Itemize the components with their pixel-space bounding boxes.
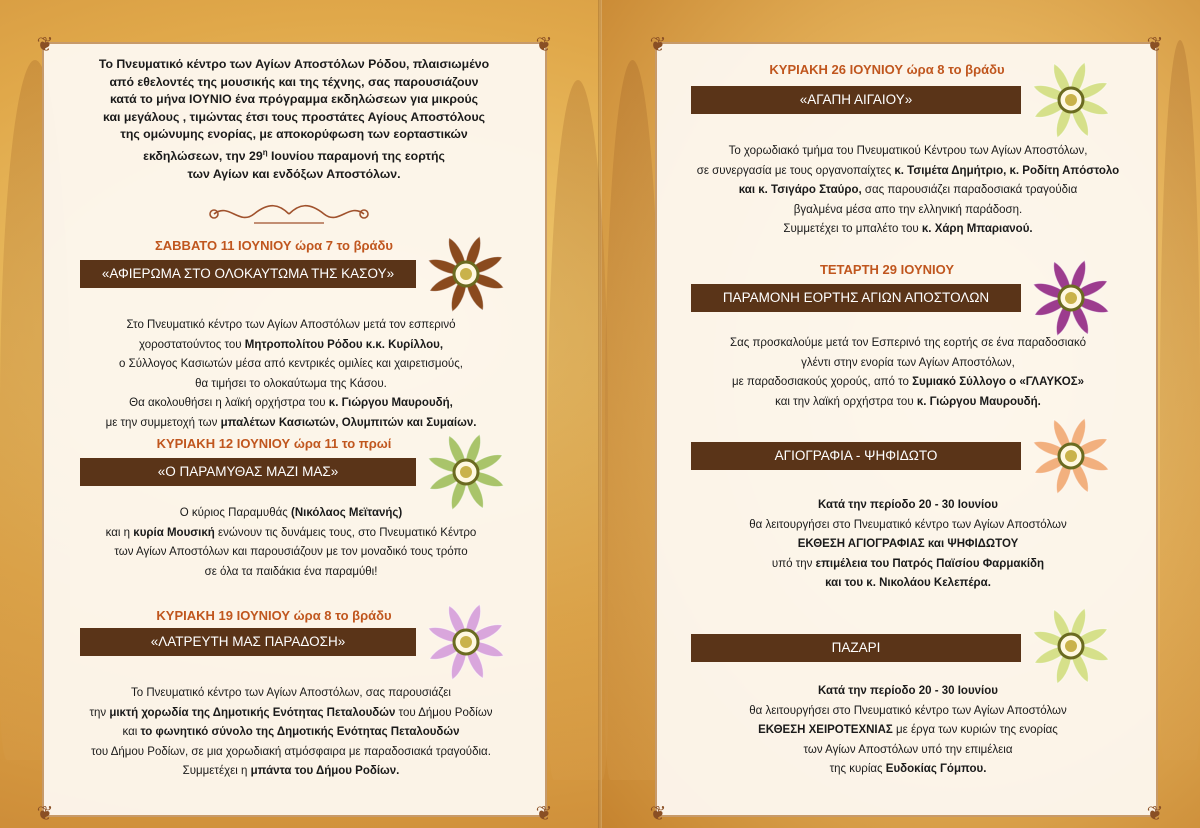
intro-line: της ομώνυμης ενορίας, με αποκορύφωση των εορταστικών <box>120 127 468 142</box>
event-title-bar: «ΛΑΤΡΕΥΤΗ ΜΑΣ ΠΑΡΑΔΟΣΗ» <box>80 628 416 656</box>
event-description: Το Πνευματικό κέντρο των Αγίων Αποστόλων, σας παρουσιάζει την μικτή χορωδία της Δημοτικής Ενότητας Πεταλουδών του Δήμου Ροδίων και το φωνητικό σύνολο της Δημοτικής Ενότητας Πεταλουδών του Δήμου Ροδίων, σε μια χορωδιακή ατμόσφαιρα με παραδοσιακά τραγούδια. Συμμετέχει η μπάντα του Δήμου Ροδίων. <box>89 687 493 777</box>
corner-ornament-icon: ❦ <box>1146 34 1164 56</box>
flower-icon <box>1027 254 1115 342</box>
event-date: ΚΥΡΙΑΚΗ 12 ΙΟΥΝΙΟΥ ώρα 11 το πρωί <box>156 436 392 451</box>
event-date: ΣΑΒΒΑΤΟ 11 ΙΟΥΝΙΟΥ ώρα 7 το βράδυ <box>154 238 393 253</box>
corner-ornament-icon: ❦ <box>535 803 553 825</box>
intro-line: κατά το μήνα ΙΟΥΝΙΟ ένα πρόγραμμα εκδηλώσεων για μικρούς <box>109 92 479 107</box>
event-description: Κατά την περίοδο 20 - 30 Ιουνίου θα λειτουργήσει στο Πνευματικό κέντρο των Αγίων Αποστόλων ΕΚΘΕΣΗ ΑΓΙΟΓΡΑΦΙΑΣ και ΨΗΦΙΔΩΤΟΥ υπό την επιμέλεια του Πατρός Παϊσίου Φαρμακίδη και του κ. Νικολάου Κελεπέρα. <box>749 499 1067 589</box>
event-description: Ο κύριος Παραμυθάς (Νικόλαος Μεϊτανής) και η κυρία Μουσική ενώνουν τις δυνάμεις τους, στο Πνευματικό Κέντρο των Αγίων Αποστόλων και παρουσιάζουν με τον μοναδικό τους τρόπο σε όλα τα παιδάκια ένα παραμύθι! <box>105 507 477 578</box>
corner-ornament-icon: ❦ <box>649 803 667 825</box>
event-date: ΤΕΤΑΡΤΗ 29 ΙΟΥΝΙΟΥ <box>819 262 955 277</box>
intro-line: και μεγάλους , τιμώντας έτσι τους προστάτες Αγίους Αποστόλους <box>103 109 485 124</box>
event-title-bar: ΠΑΖΑΡΙ <box>691 634 1021 662</box>
flower-icon <box>422 428 510 516</box>
event-date: ΚΥΡΙΑΚΗ 26 ΙΟΥΝΙΟΥ ώρα 8 το βράδυ <box>769 62 1005 77</box>
right-panel <box>649 34 1164 825</box>
flower-icon <box>422 230 510 318</box>
flower-icon <box>1027 412 1115 500</box>
event-date: ΚΥΡΙΑΚΗ 19 ΙΟΥΝΙΟΥ ώρα 8 το βράδυ <box>156 608 392 623</box>
flower-icon <box>1027 56 1115 144</box>
corner-ornament-icon: ❦ <box>1146 803 1164 825</box>
corner-ornament-icon: ❦ <box>649 34 667 56</box>
divider-ornament-icon <box>194 202 384 226</box>
intro-line: εκδηλώσεων, την $29^\eta$ Ιουνίου παραμονή της εορτής <box>143 147 445 164</box>
intro-text <box>54 56 534 183</box>
event-title-bar: «ΑΦΙΕΡΩΜΑ ΣΤΟ ΟΛΟΚΑΥΤΩΜΑ ΤΗΣ ΚΑΣΟΥ» <box>80 260 416 288</box>
event-description: Το χορωδιακό τμήμα του Πνευματικού Κέντρου των Αγίων Αποστόλων, σε συνεργασία με τους οργανοπαίχτες κ. Τσιμέτα Δημήτριο, κ. Ροδίτη Απόστολο και κ. Τσιγάρο Σταύρο, σας παρουσιάζει παραδοσιακά τραγούδια βγαλμένα μέσα απο την ελληνική παράδοση. Συμμετέχει το μπαλέτο του κ. Χάρη Μπαριανού. <box>696 145 1120 235</box>
event-title-bar: ΑΓΙΟΓΡΑΦΙΑ - ΨΗΦΙΔΩΤΟ <box>691 442 1021 470</box>
event-description: Στο Πνευματικό κέντρο των Αγίων Αποστόλων μετά τον εσπερινό χοροστατούντος του Μητροπολίτου Ρόδου κ.κ. Κυρίλλου, ο Σύλλογος Κασιωτών μέσα από κεντρικές ομιλίες και χαιρετισμούς, θα τιμήσει το ολοκαύτωμα της Κάσου. Θα ακολουθήσει η λαϊκή ορχήστρα του κ. Γιώργου Μαυρουδή, με την συμμετοχή των μπαλέτων Κασιωτών, Ολυμπιτών και Συμαίων. <box>105 319 477 429</box>
corner-ornament-icon: ❦ <box>535 34 553 56</box>
intro-line: Το Πνευματικό κέντρο των Αγίων Αποστόλων Ρόδου, πλαισιωμένο <box>98 57 490 71</box>
event-title-bar: ΠΑΡΑΜΟΝΗ ΕΟΡΤΗΣ ΑΓΙΩΝ ΑΠΟΣΤΟΛΩΝ <box>691 284 1021 312</box>
intro-line: από εθελοντές της μουσικής και της τέχνης, σας παρουσιάζουν <box>109 74 479 89</box>
corner-ornament-icon: ❦ <box>36 34 54 56</box>
corner-ornament-icon: ❦ <box>36 803 54 825</box>
event-title-bar: «ΑΓΑΠΗ ΑΙΓΑΙΟΥ» <box>691 86 1021 114</box>
background-figure <box>1160 40 1200 760</box>
intro-line: των Αγίων και ενδόξων Αποστόλων. <box>187 166 401 181</box>
event-title-bar: «Ο ΠΑΡΑΜΥΘΑΣ ΜΑΖΙ ΜΑΣ» <box>80 458 416 486</box>
flower-icon <box>1027 602 1115 690</box>
event-description: Κατά την περίοδο 20 - 30 Ιουνίου θα λειτουργήσει στο Πνευματικό κέντρο των Αγίων Αποστόλων ΕΚΘΕΣΗ ΧΕΙΡΟΤΕΧΝΙΑΣ με έργα των κυριών της ενορίας των Αγίων Αποστόλων υπό την επιμέλεια της κυρίας Ευδοκίας Γόμπου. <box>749 685 1067 775</box>
flower-icon <box>422 598 510 686</box>
event-description: Σας προσκαλούμε μετά τον Εσπερινό της εορτής σε ένα παραδοσιακό γλέντι στην ενορία των Αγίων Αποστόλων, με παραδοσιακούς χορούς, από το Συμιακό Σύλλογο ο «ΓΛΑΥΚΟΣ» και την λαϊκή ορχήστρα του κ. Γιώργου Μαυρουδή. <box>729 337 1086 408</box>
left-panel <box>36 34 553 825</box>
background-figure <box>548 80 608 780</box>
background-figure <box>605 60 660 780</box>
